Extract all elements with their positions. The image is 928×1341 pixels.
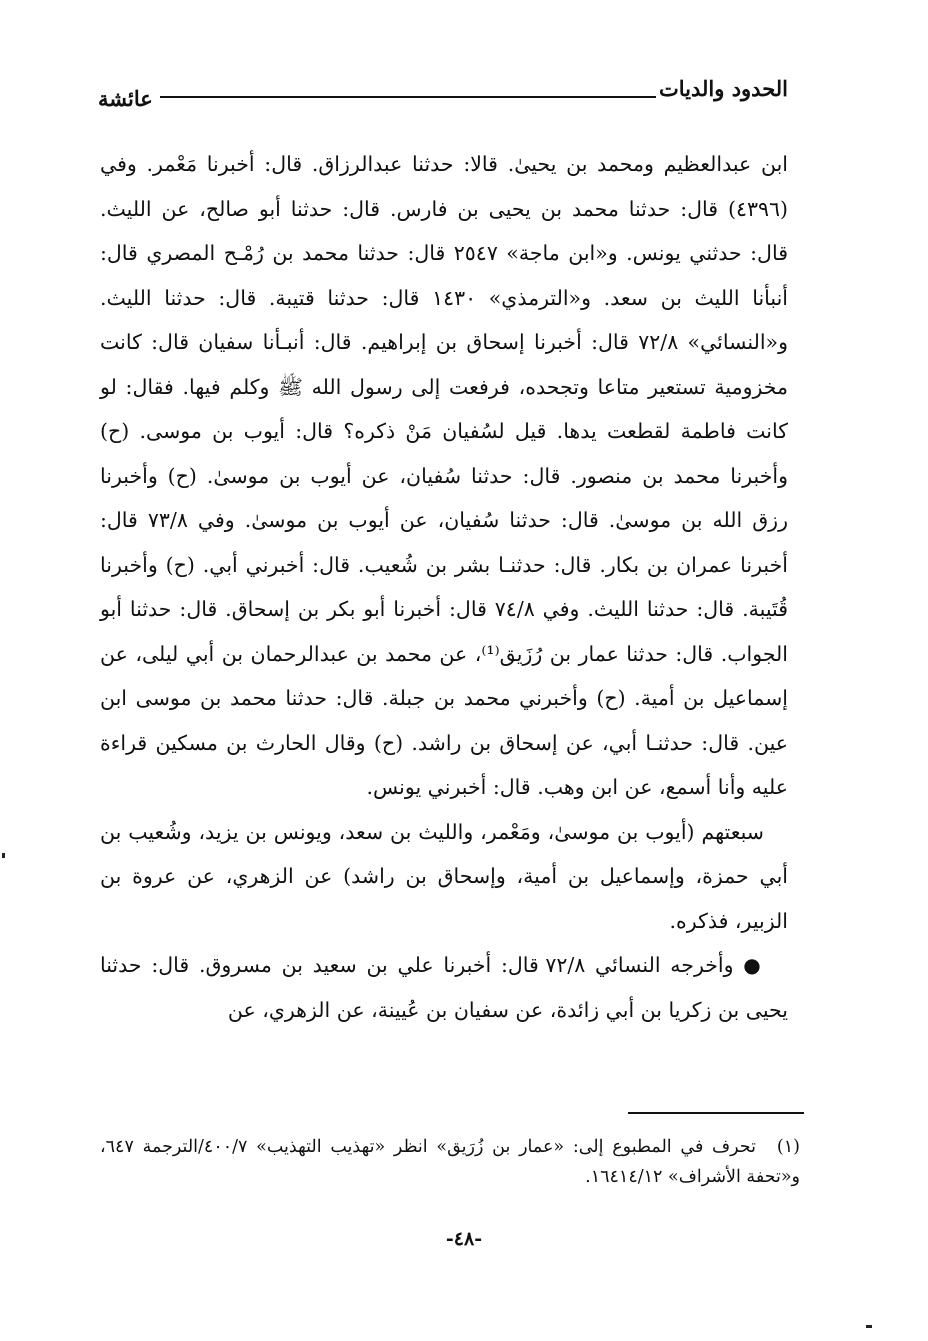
paragraph-takhrij [100,943,788,1032]
scan-speck [866,1325,872,1328]
footnote-number: (١) [776,1137,800,1157]
main-text [100,142,788,1032]
paragraph-summary: سبعتهم (أيوب بن موسىٰ، ومَعْمر، والليث بن سعد، ويونس بن يزيد، وشُعيب بن أبي حمزة، وإسماعيل بن أمية، وإسحاق بن راشد) عن الزهري، عن عروة بن الزبير، فذكره. [100,819,788,933]
header-rule [160,96,656,98]
paragraph-isnad: ابن عبدالعظيم ومحمد بن يحيىٰ. قالا: حدثنا عبدالرزاق. قال: أخبرنا مَعْمر. وفي (٤٣٩٦) قال: حدثنا محمد بن يحيى بن فارس. قال: حدثنا أبو صالح، عن الليث. قال: حدثني يونس. و«ابن ماجة» ٢٥٤٧ قال: حدثنا محمد بن رُمْـح المصري قال: أنبأنا الليث بن سعد. و«الترمذي» ١٤٣٠ قال: حدثنا قتيبة. قال: حدثنا الليث. و«النسائي» ٧٢/٨ قال: أخبرنا إسحاق بن إبراهيم. قال: أنبـأنا سفيان قال: كانت مخزومية تستعير متاعا وتجحده، فرفعت إلى رسول الله ﷺ وكلم فيها. فقال: لو كانت فاطمة لقطعت يدها. قيل لسُفيان مَنْ ذكره؟ قال: أيوب بن موسى. (ح) وأخبرنا محمد بن منصور. قال: حدثنا سُفيان، عن أيوب بن موسىٰ. (ح) وأخبرنا رزق الله بن موسىٰ. قال: حدثنا سُفيان، عن أيوب بن موسىٰ. وفي ٧٣/٨ قال: أخبرنا عمران بن بكار. قال: حدثنـا بشر بن شُعيب. قال: أخبرني أبي. (ح) وأخبرنا قُتَيبة. قال: حدثنا الليث. وفي ٧٤/٨ قال: أخبرنا أبو بكر بن إسحاق. قال: حدثنا أبو الجواب. قال: حدثنا عمار بن رُزَيق⁽¹⁾، عن محمد بن عبدالرحمان بن أبي ليلى، عن إسماعيل بن أمية. (ح) وأخبرني محمد بن جبلة. قال: حدثنا محمد بن موسى ابن عين. قال: حدثنـا أبي، عن إسحاق بن راشد. (ح) وقال الحارث بن مسكين قراءة عليه وأنا أسمع، عن ابن وهب. قال: أخبرني يونس. [100,152,788,799]
scan-speck [2,853,5,858]
paragraph-takhrij-text: وأخرجه النسائي ٧٢/٨ قال: أخبرنا علي بن سعيد بن مسروق. قال: حدثنا يحيى بن زكريا بن أبي زائدة، عن سفيان بن عُيينة، عن الزهري، عن [100,953,788,1022]
running-header [98,74,788,114]
footnote-text: تحرف في المطبوع إلى: «عمار بن زُرَيق» انظر «تهذيب التهذيب» ٤٠٠/٧/الترجمة ٦٤٧، و«تحفة الأشراف» ١٦٤١٤/١٢. [100,1137,800,1187]
footnotes [100,1132,800,1192]
footnote [100,1132,800,1192]
bullet-icon: ● [743,953,764,977]
section-title: عائشة [98,86,153,111]
page-number: -٤٨- [445,1228,483,1250]
footnote-separator [628,1112,804,1114]
chapter-title: الحدود والديات [658,76,788,101]
